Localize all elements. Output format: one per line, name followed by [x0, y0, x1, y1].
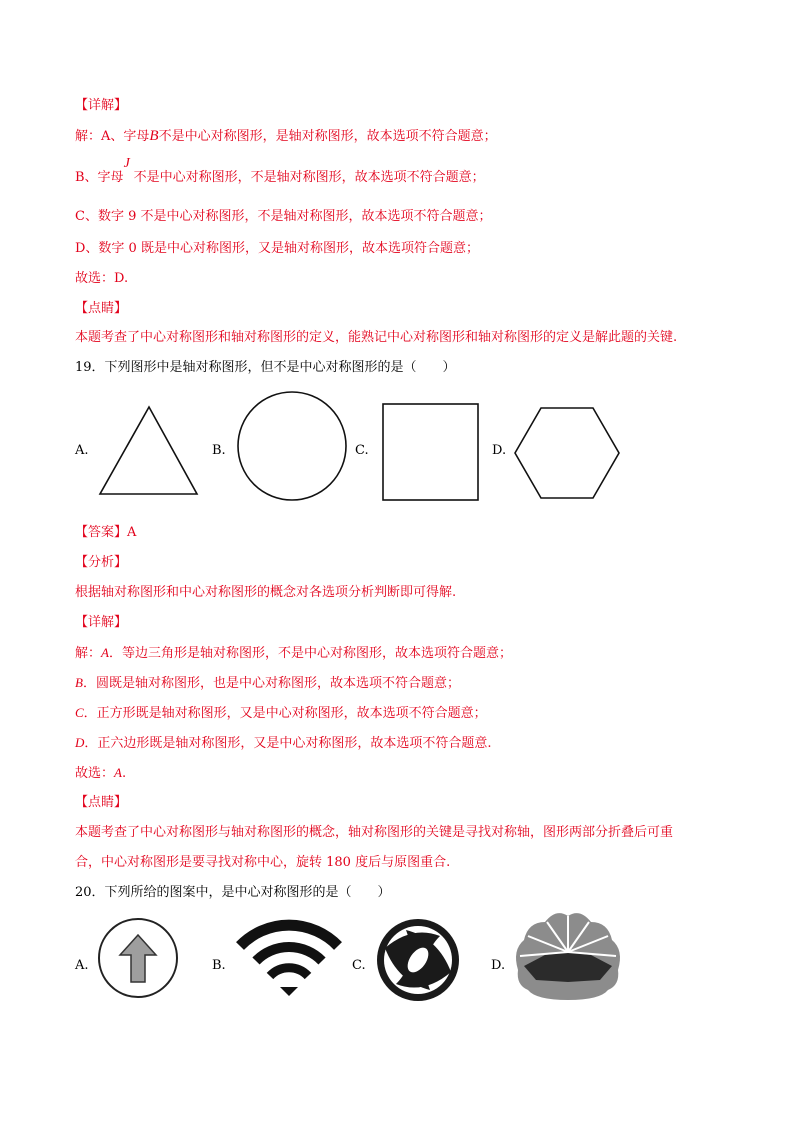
q18-detail-tag: 【详解】 — [75, 98, 128, 113]
q19-option-a-label: A. — [75, 443, 89, 458]
q19-question: 19．下列图形中是轴对称图形，但不是中心对称图形的是（ ） — [75, 360, 456, 375]
q19-comment-tag: 【点睛】 — [75, 795, 128, 810]
q18-explain-a: 解：A、字母B不是中心对称图形，是轴对称图形，故本选项不符合题意； — [75, 128, 497, 144]
q18-comment: 本题考查了中心对称图形和轴对称图形的定义，能熟记中心对称图形和轴对称图形的定义是解此题的关键. — [75, 330, 678, 345]
q19-detail-tag: 【详解】 — [75, 615, 128, 630]
q19-analysis: 根据轴对称图形和中心对称图形的概念对各选项分析判断即可得解. — [75, 585, 457, 600]
q20-option-a-label: A. — [75, 958, 89, 973]
q19-option-d-label: D. — [492, 443, 507, 458]
q20-option-c-label: C. — [352, 958, 366, 973]
q19-option-b-label: B. — [212, 443, 226, 458]
q20-option-d-petrochina-logo-icon — [0, 0, 1, 1]
q18-comment-tag: 【点睛】 — [75, 301, 128, 316]
q20-option-d-label: D. — [491, 958, 506, 973]
q19-answer: 【答案】A — [75, 525, 137, 540]
q20-option-b-label: B. — [212, 958, 226, 973]
q19-explain-a: 解：A．等边三角形是轴对称图形，不是中心对称图形，故本选项符合题意； — [75, 645, 512, 661]
q19-choice: 故选：A. — [75, 765, 127, 781]
q19-explain-b: B．圆既是轴对称图形，也是中心对称图形，故本选项不符合题意； — [75, 675, 460, 691]
q19-option-c-label: C. — [355, 443, 369, 458]
q20-question: 20．下列所给的图案中，是中心对称图形的是（ ） — [75, 885, 391, 900]
q19-comment-line1: 本题考查了中心对称图形与轴对称图形的概念，轴对称图形的关键是寻找对称轴，图形两部分折叠后可重 — [75, 825, 674, 840]
q18-choice: 故选：D. — [75, 271, 129, 286]
q18-explain-b: B、字母J不是中心对称图形，不是轴对称图形，故本选项不符合题意； — [75, 156, 485, 185]
q19-analysis-tag: 【分析】 — [75, 555, 128, 570]
q18-explain-d: D、数字 0 既是中心对称图形，又是轴对称图形，故本选项符合题意； — [75, 241, 479, 256]
q19-explain-d: D．正六边形既是轴对称图形，又是中心对称图形，故本选项不符合题意. — [75, 735, 492, 751]
q19-comment-line2: 合，中心对称图形是要寻找对称中心，旋转 180 度后与原图重合. — [75, 855, 451, 870]
q19-explain-c: C．正方形既是轴对称图形，又是中心对称图形，故本选项不符合题意； — [75, 705, 487, 721]
q18-explain-c: C、数字 9 不是中心对称图形，不是轴对称图形，故本选项不符合题意； — [75, 209, 492, 224]
